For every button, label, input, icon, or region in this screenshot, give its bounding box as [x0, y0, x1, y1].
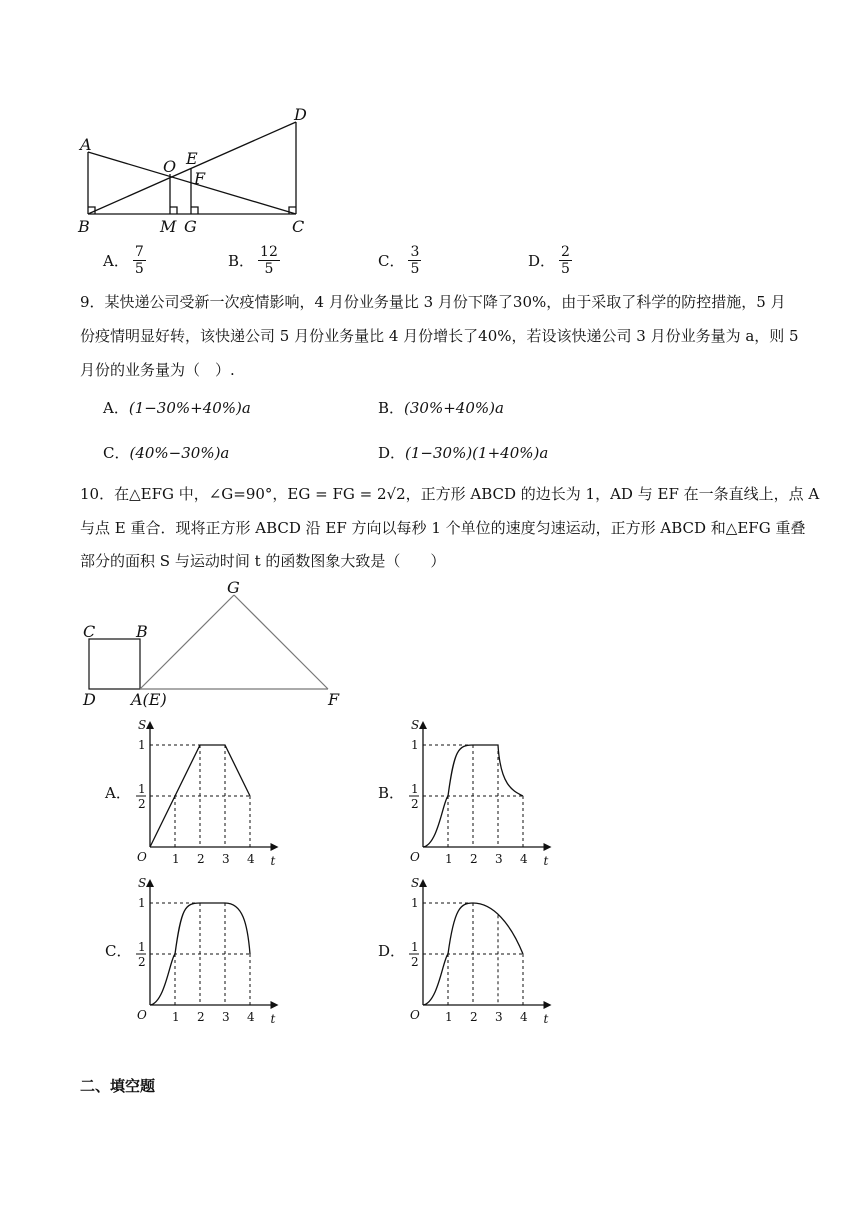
tick-label-half-num: 1 — [411, 782, 419, 796]
axis-label-s: S — [138, 876, 147, 890]
q10-graph-a[interactable] — [125, 715, 285, 868]
tick-label-s1: 1 — [138, 896, 146, 910]
q10-text-line1: 10．在△EFG 中，∠G=90°，EG = FG = 2√2，正方形 ABCD 的边长为 1，AD 与 EF 在一条直线上，点 A — [80, 485, 820, 503]
y-axis-arrow — [419, 721, 427, 729]
q8-option-b[interactable]: B． $\frac{12}{5}$ — [228, 244, 278, 277]
tick-label-t1: 1 — [445, 1010, 453, 1024]
tick-label-t1: 1 — [445, 852, 453, 866]
label-D: D — [294, 105, 307, 124]
q10-figure — [75, 575, 365, 710]
label-G: G — [227, 578, 240, 597]
label-A: A — [80, 135, 92, 154]
tick-label-t4: 4 — [247, 852, 255, 866]
label-E: E — [186, 149, 198, 168]
label-C: C — [292, 217, 305, 236]
q10-option-c-label[interactable]: C． — [105, 942, 132, 960]
x-axis-arrow — [271, 843, 279, 851]
tick-label-t4: 4 — [520, 1010, 528, 1024]
axis-label-s: S — [411, 718, 420, 732]
tick-label-t1: 1 — [172, 1010, 180, 1024]
q10-graph-c[interactable] — [125, 873, 285, 1026]
q9-text-line1: 9．某快递公司受新一次疫情影响，4 月份业务量比 3 月份下降了30%，由于采取了科学的防控措施，5 月 — [80, 293, 786, 311]
tick-label-t3: 3 — [222, 852, 230, 866]
q9-text-line2: 份疫情明显好转，该快递公司 5 月份业务量比 4 月份增长了40%，若设该快递公司 3 月份业务量为 a，则 5 — [80, 327, 799, 345]
q9-option-d[interactable]: D．(1−30%)(1+40%)a — [378, 444, 549, 462]
label-M: M — [160, 217, 177, 236]
tick-label-t1: 1 — [172, 852, 180, 866]
tick-label-half-num: 1 — [138, 782, 146, 796]
tick-label-half-den: 2 — [411, 955, 419, 969]
axis-label-s: S — [138, 718, 147, 732]
fraction: $\frac{3}{5}$ — [410, 244, 420, 277]
axis-label-s: S — [411, 876, 420, 890]
tick-label-half-num: 1 — [138, 940, 146, 954]
q8-option-a[interactable]: A． $\frac{7}{5}$ — [103, 244, 144, 277]
tick-label-t4: 4 — [520, 852, 528, 866]
label-A-E: A(E) — [131, 690, 167, 709]
q8-option-d[interactable]: D． $\frac{2}{5}$ — [528, 244, 570, 277]
x-axis-arrow — [544, 843, 552, 851]
label-F: F — [194, 169, 206, 188]
tick-label-s1: 1 — [411, 738, 419, 752]
fraction: $\frac{2}{5}$ — [561, 244, 570, 277]
label-D: D — [83, 690, 96, 709]
q8-option-c[interactable]: C． $\frac{3}{5}$ — [378, 244, 420, 277]
tick-label-t2: 2 — [197, 1010, 205, 1024]
y-axis-arrow — [146, 721, 154, 729]
tick-label-t4: 4 — [247, 1010, 255, 1024]
fraction: $\frac{7}{5}$ — [134, 244, 144, 277]
axis-label-t: t — [543, 854, 549, 868]
origin-label: O — [137, 1008, 147, 1022]
q10-graph-b[interactable] — [398, 715, 558, 868]
label-B: B — [78, 217, 90, 236]
x-axis-arrow — [544, 1001, 552, 1009]
q10-option-b-label[interactable]: B． — [378, 784, 405, 802]
section-title: 二、填空题 — [80, 1077, 156, 1095]
tick-label-t3: 3 — [222, 1010, 230, 1024]
tick-label-half-num: 1 — [411, 940, 419, 954]
q10-text-line2: 与点 E 重合．现将正方形 ABCD 沿 EF 方向以每秒 1 个单位的速度匀速运动，正方形 ABCD 和△EFG 重叠 — [80, 519, 806, 537]
q10-option-d-label[interactable]: D． — [378, 942, 406, 960]
fraction: $\frac{12}{5}$ — [260, 244, 278, 277]
tick-label-s1: 1 — [138, 738, 146, 752]
q10-option-a-label[interactable]: A． — [105, 784, 131, 802]
label-F: F — [328, 690, 340, 709]
q9-option-b[interactable]: B．(30%+40%)a — [378, 399, 504, 417]
tick-label-t3: 3 — [495, 1010, 503, 1024]
axis-label-t: t — [270, 854, 276, 868]
label-G: G — [184, 217, 197, 236]
tick-label-t2: 2 — [197, 852, 205, 866]
origin-label: O — [137, 850, 147, 864]
y-axis-arrow — [146, 879, 154, 887]
x-axis-arrow — [271, 1001, 279, 1009]
tick-label-t2: 2 — [470, 1010, 478, 1024]
label-O: O — [163, 157, 177, 176]
label-B: B — [136, 622, 148, 641]
tick-label-t3: 3 — [495, 852, 503, 866]
axis-label-t: t — [270, 1012, 276, 1026]
tick-label-half-den: 2 — [138, 955, 146, 969]
tick-label-half-den: 2 — [138, 797, 146, 811]
tick-label-s1: 1 — [411, 896, 419, 910]
axis-label-t: t — [543, 1012, 549, 1026]
origin-label: O — [410, 850, 420, 864]
tick-label-half-den: 2 — [411, 797, 419, 811]
q9-option-a[interactable]: A．(1−30%+40%)a — [103, 399, 251, 417]
q10-graph-d[interactable] — [398, 873, 558, 1026]
y-axis-arrow — [419, 879, 427, 887]
q10-text-line3: 部分的面积 S 与运动时间 t 的函数图象大致是（ ） — [80, 552, 446, 570]
tick-label-t2: 2 — [470, 852, 478, 866]
label-C: C — [83, 622, 96, 641]
q8-figure — [70, 100, 330, 240]
q9-text-line3: 月份的业务量为（ ）. — [80, 361, 235, 379]
q9-option-c[interactable]: C．(40%−30%)a — [103, 444, 230, 462]
origin-label: O — [410, 1008, 420, 1022]
